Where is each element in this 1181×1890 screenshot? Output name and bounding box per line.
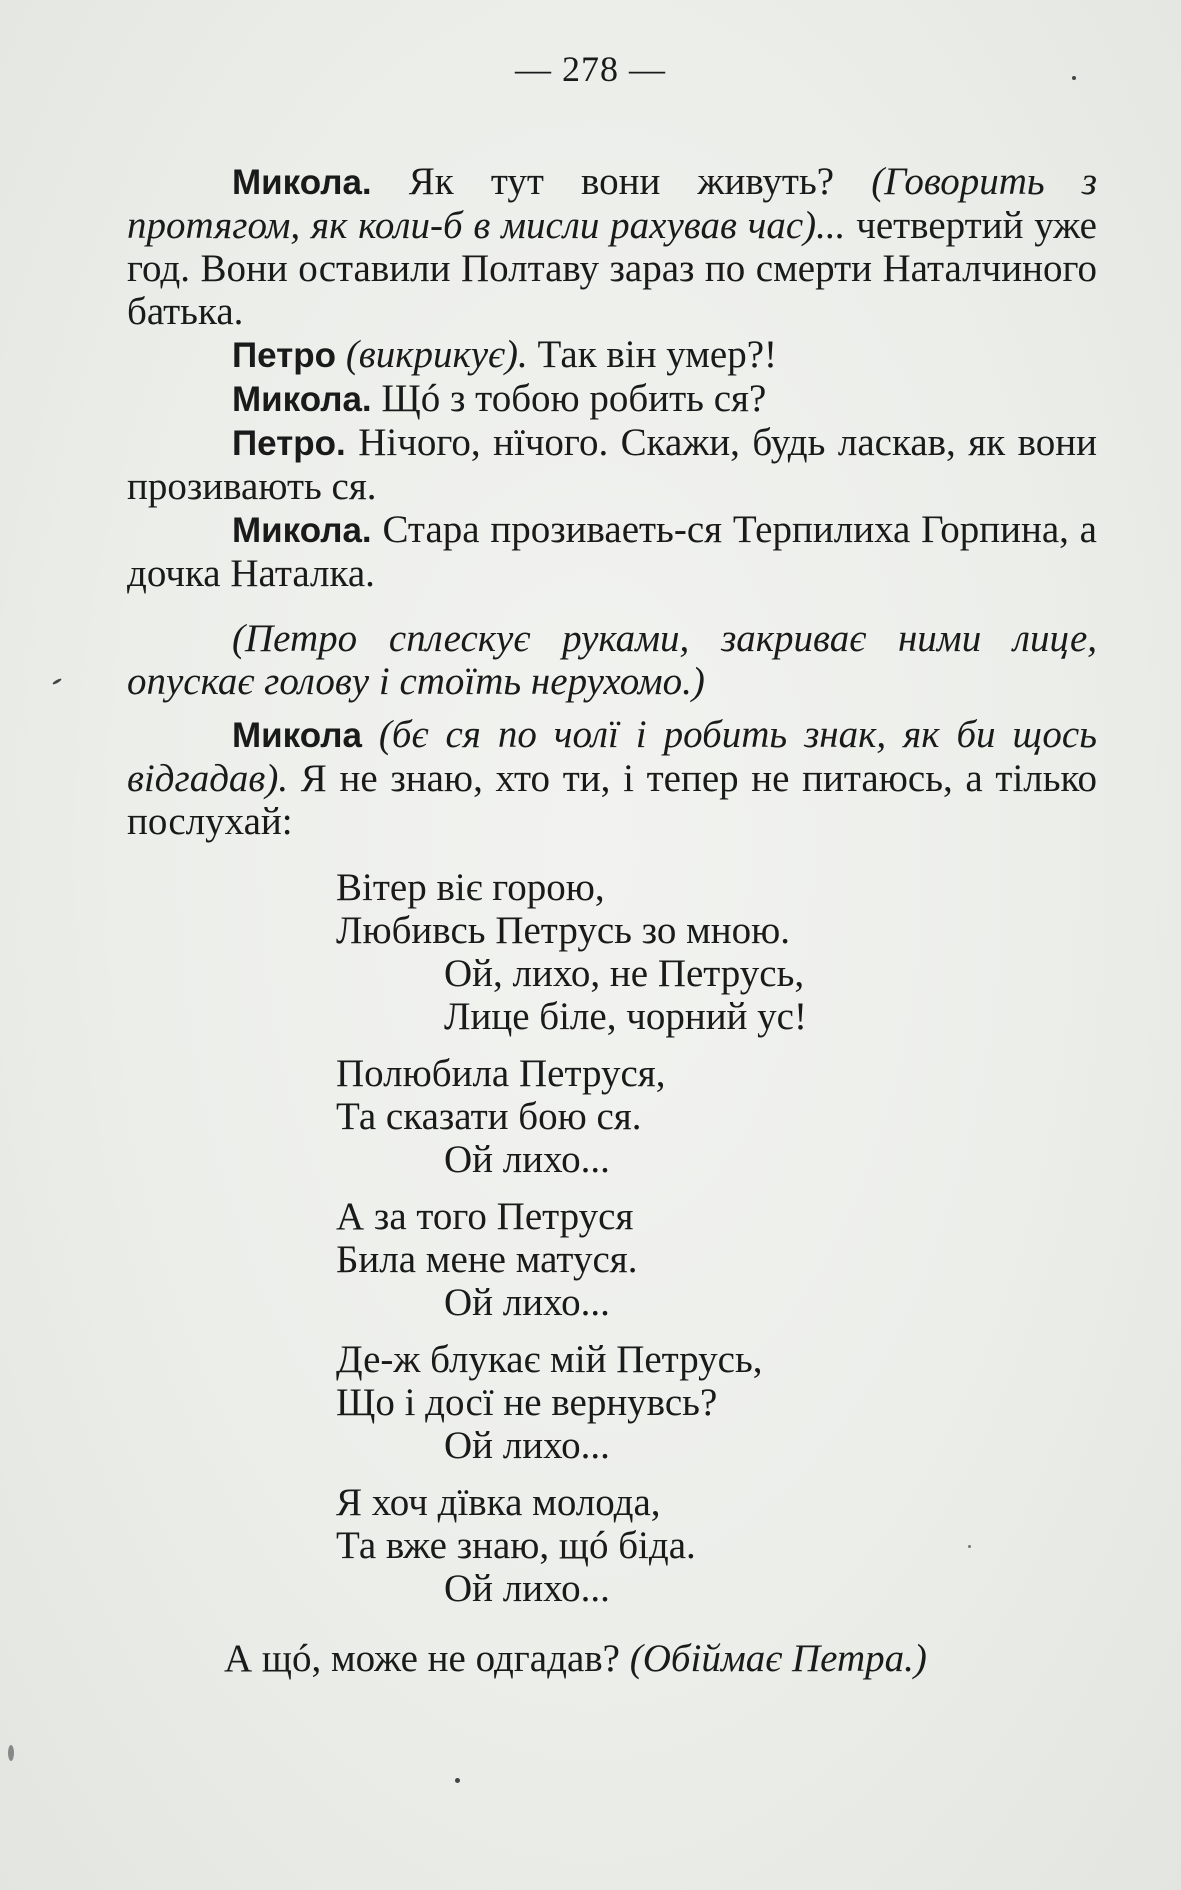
speaker-name: Микола. [232, 511, 372, 550]
speaker-name: Микола. [232, 163, 372, 202]
speech-text: Так він умер?! [527, 333, 778, 376]
dialogue-paragraph [127, 421, 1097, 508]
refrain-line: Ой лихо... [444, 1424, 610, 1467]
dialogue-paragraph [127, 713, 1097, 843]
speech-text: А щó, може не одгадав? [224, 1637, 630, 1680]
stage-direction: (Обіймає Петра.) [629, 1637, 927, 1680]
stage-block [127, 617, 1097, 703]
paper-speck [1072, 76, 1076, 80]
refrain-line: Ой лихо... [444, 1567, 610, 1610]
refrain-line: Лице біле, чорний ус! [444, 995, 807, 1038]
verse-line: Била мене матуся. [336, 1238, 638, 1281]
speaker-name: Петро [232, 336, 337, 375]
paper-speck [968, 1545, 971, 1548]
stage-direction: (викрикує). [336, 333, 528, 376]
verse-line: Що і досї не вернувсь? [336, 1381, 718, 1424]
refrain-line: Ой, лихо, не Петрусь, [444, 952, 805, 995]
song-verses [336, 866, 807, 1624]
stage-direction: (бє ся по чолї і робить знак, як би щось відгадав). [127, 713, 1097, 800]
song-stanza [336, 1481, 807, 1610]
speech-text: Як тут вони живуть? [371, 160, 872, 203]
speech-text: Я не знаю, хто ти, і тепер не питаюсь, а тілько послухай: [127, 757, 1097, 843]
speaker-name: Микола [232, 716, 362, 755]
dialogue-paragraph [127, 508, 1097, 595]
speaker-name: Петро. [232, 424, 346, 463]
verse-line: Та вже знаю, щó біда. [336, 1524, 696, 1567]
speech-text: Щó з тобою робить ся? [371, 377, 767, 420]
page-number: — 278 — [515, 49, 666, 89]
verse-line: Любивсь Петрусь зо мною. [336, 909, 791, 952]
speaker-name: Микола. [232, 380, 372, 419]
stage-direction-paragraph: (Петро сплескує руками, закриває ними лице, опускає голову і стоїть нерухомо.) [127, 617, 1097, 703]
dialogue-paragraph [127, 377, 1097, 421]
paper-speck [8, 1745, 14, 1761]
stage-direction: (Говорить з протягом, як коли-б в мисли рахував час)... [127, 160, 1097, 247]
song-stanza [336, 866, 807, 1038]
speech-text: Стара прозиваеть-ся Терпилиха Горпина, а дочка Наталка. [127, 508, 1097, 595]
dialogue-block [127, 713, 1097, 843]
speech-text: Нічого, нїчого. Скажи, будь ласкав, як вони прозивають ся. [127, 421, 1097, 508]
song-stanza [336, 1338, 807, 1467]
song-stanza [336, 1052, 807, 1181]
verse-line: А за того Петруся [336, 1195, 634, 1238]
speech-text: четвертий уже год. Вони оставили Полтаву зараз по смерти Наталчиного батька. [127, 204, 1097, 333]
verse-line: Та сказати бою ся. [336, 1095, 642, 1138]
verse-line: Вітер віє горою, [336, 866, 605, 909]
paper-speck [52, 678, 62, 686]
verse-line: Полюбила Петруся, [336, 1052, 666, 1095]
dialogue-paragraph [127, 333, 1097, 377]
dialogue-paragraph [127, 160, 1097, 333]
closing-line [224, 1637, 927, 1680]
verse-line: Я хоч дївка молода, [336, 1481, 661, 1524]
paper-speck [455, 1778, 460, 1783]
refrain-line: Ой лихо... [444, 1138, 610, 1181]
verse-line: Де-ж блукає мій Петрусь, [336, 1338, 763, 1381]
dialogue-block [127, 160, 1097, 595]
song-stanza [336, 1195, 807, 1324]
refrain-line: Ой лихо... [444, 1281, 610, 1324]
